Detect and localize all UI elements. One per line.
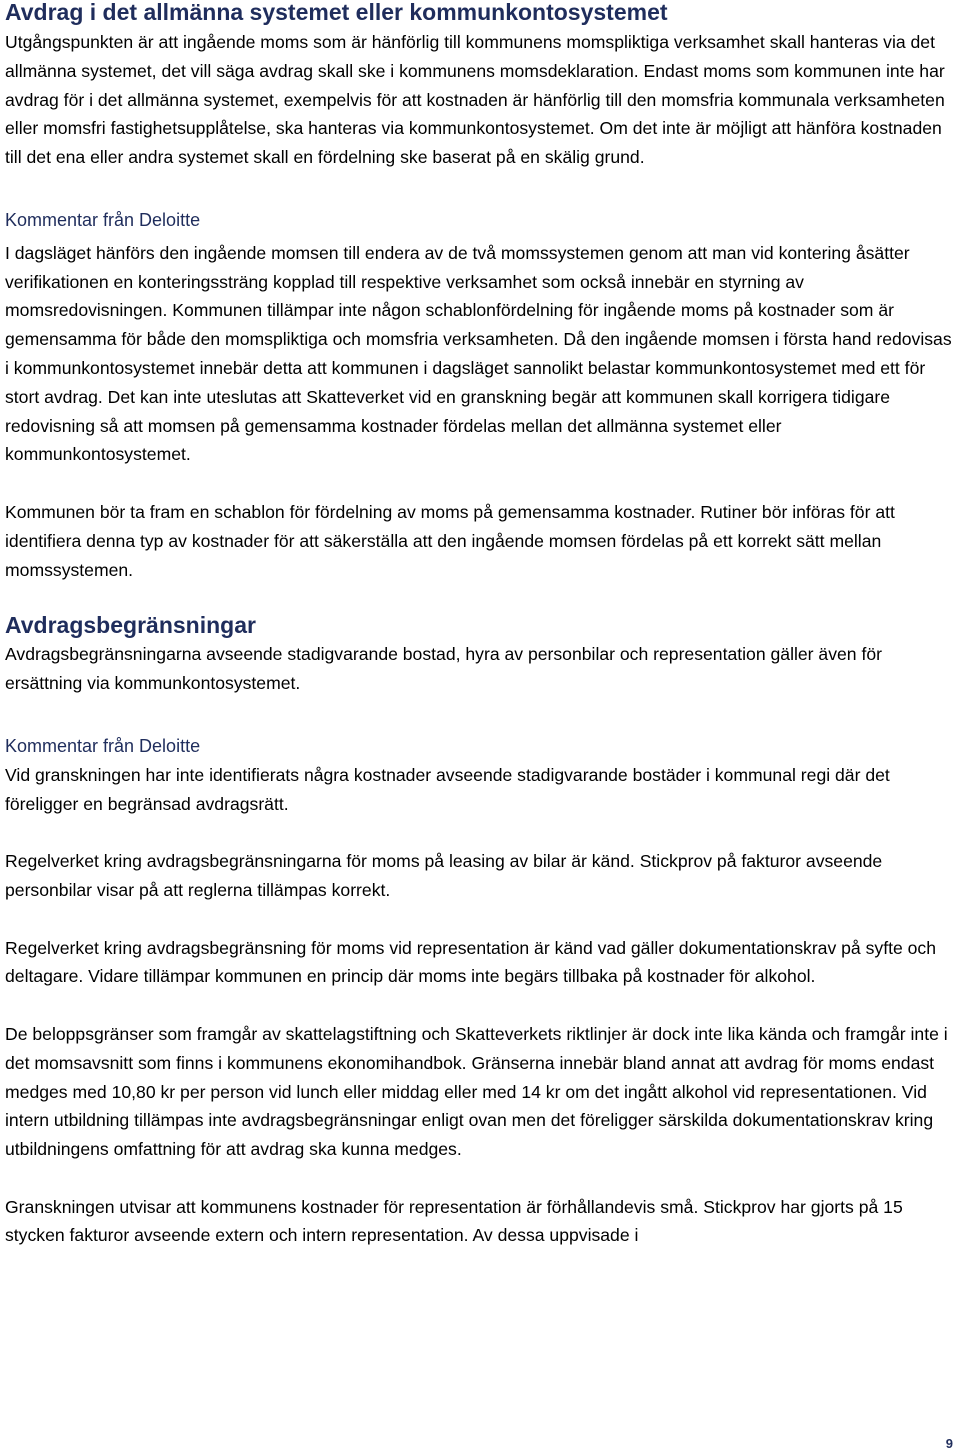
- spacer: [5, 172, 953, 206]
- spacer: [5, 991, 953, 1020]
- comment-paragraph: De beloppsgränser som framgår av skattelagstiftning och Skatteverkets riktlinjer är dock inte lika kända och framgår inte i det momsavsnitt som finns i kommunens ekonomihandbok. Gränserna innebär bland annat att avdrag för moms endast medges med 10,80 kr per person vid lunch eller middag eller med 14 kr om det ingått alkohol vid representationen. Vid intern utbildning tillämpas inte avdragsbegränsningar enligt ovan men det föreligger särskilda dokumentationskrav kring utbildningens omfattning för att avdrag ska kunna medges.: [5, 1023, 948, 1160]
- comment-paragraph: Vid granskningen har inte identifierats några kostnader avseende stadigvarande bostäder i kommunal regi där det föreligger en begränsad avdragsrätt.: [5, 764, 890, 814]
- spacer: [5, 905, 953, 934]
- spacer: [5, 698, 953, 732]
- page-number: 9: [945, 1436, 953, 1451]
- body-paragraph: Utgångspunkten är att ingående moms som är hänförlig till kommunens momspliktiga verksamhet skall hanteras via det allmänna systemet, det vill säga avdrag skall ske i kommunens momsdeklaration. Endast moms som kommunen inte har avdrag för i det allmänna systemet, exempelvis för att kostnaden är hänförlig till den momsfria kommunala verksamheten eller momsfri fastighetsupplåtelse, ska hanteras via kommunkontosystemet. Om det inte är möjligt att hänföra kostnaden till det ena eller andra systemet skall en fördelning ske baserat på en skälig grund.: [5, 32, 945, 168]
- comment-paragraph: Regelverket kring avdragsbegränsning för moms vid representation är känd vad gäller dokumentationskrav på syfte och deltagare. Vidare tillämpar kommunen en princip där moms inte begärs tillbaka på kostnader för alkohol.: [5, 937, 937, 987]
- spacer: [5, 469, 953, 498]
- document-page: [5, 0, 953, 1250]
- comment-paragraph: Kommunen bör ta fram en schablon för fördelning av moms på gemensamma kostnader. Rutiner bör införas för att identifiera denna typ av kostnader för att säkerställa att den ingående momsen fördelas på ett korrekt sätt mellan momssystemen.: [5, 501, 895, 580]
- spacer: [5, 584, 953, 612]
- comment-heading: Kommentar från Deloitte: [5, 735, 201, 756]
- spacer: [5, 818, 953, 847]
- section-heading-avdragsbegransningar: Avdragsbegränsningar: [5, 612, 256, 639]
- section-heading-avdrag-systemet: Avdrag i det allmänna systemet eller kommunkontosystemet: [5, 0, 668, 25]
- spacer: [5, 1164, 953, 1193]
- comment-paragraph: I dagsläget hänförs den ingående momsen till endera av de två momssystemen genom att man vid kontering åsätter verifikationen en konteringssträng kopplad till respektive verksamhet som också innebär en styrning av momsredovisningen. Kommunen tillämpar inte någon schablonfördelning för ingående moms på kostnader som är gemensamma för både den momspliktiga och momsfria verksamheten. Då den ingående momsen i första hand redovisas i kommunkontosystemet innebär detta att kommunen i dagsläget sannolikt belastar kommunkontosystemet med ett för stort avdrag. Det kan inte uteslutas att Skatteverket vid en granskning begär att kommunen skall korrigera tidigare redovisning så att momsen på gemensamma kostnader fördelas mellan det allmänna systemet eller kommunkontosystemet.: [5, 242, 952, 465]
- comment-paragraph: Granskningen utvisar att kommunens kostnader för representation är förhållandevis små. Stickprov har gjorts på 15 stycken fakturor avseende extern och intern representation. Av dessa uppvisade i: [5, 1196, 903, 1246]
- body-paragraph: Avdragsbegränsningarna avseende stadigvarande bostad, hyra av personbilar och representation gäller även för ersättning via kommunkontosystemet.: [5, 644, 882, 694]
- comment-heading: Kommentar från Deloitte: [5, 209, 201, 230]
- comment-paragraph: Regelverket kring avdragsbegränsningarna för moms på leasing av bilar är känd. Stickprov på fakturor avseende personbilar visar på att reglerna tillämpas korrekt.: [5, 851, 883, 900]
